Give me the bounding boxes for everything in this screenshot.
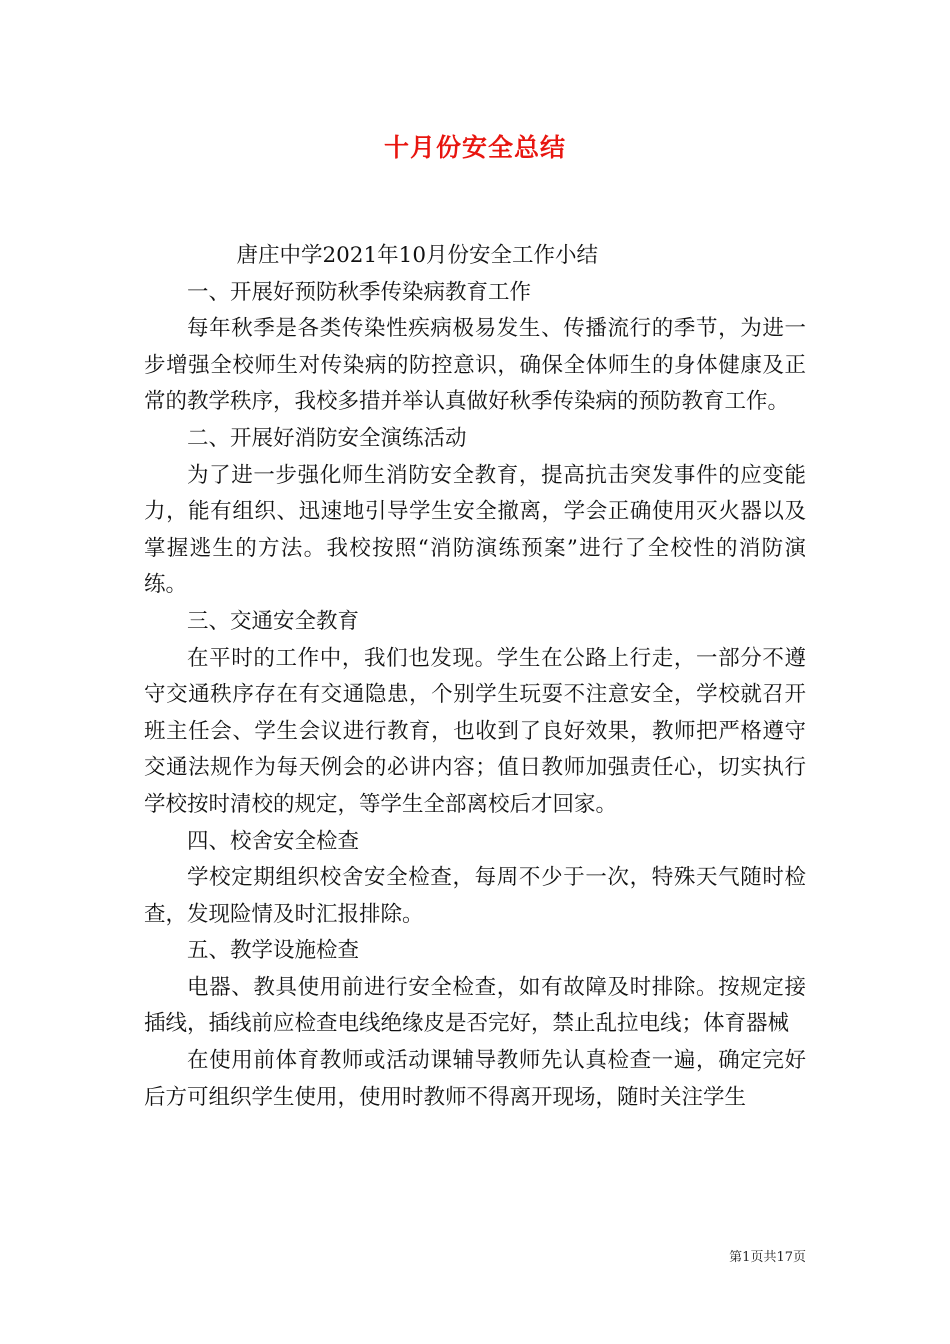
page-number: 第1页共17页: [729, 1250, 806, 1265]
section-heading-1: 一、开展好预防秋季传染病教育工作: [187, 279, 532, 305]
document-title: 十月份安全总结: [383, 133, 566, 162]
section-paragraph-5: 电器、教具使用前进行安全检查，如有故障及时排除。按规定接插线，插线前应检查电线绝缘皮是否完好，禁止乱拉电线；体育器械: [144, 974, 806, 1037]
section-paragraph-4: 学校定期组织校舍安全检查，每周不少于一次，特殊天气随时检查，发现险情及时汇报排除。: [144, 865, 806, 927]
section-paragraph-6: 在使用前体育教师或活动课辅导教师先认真检查一遍，确定完好后方可组织学生使用，使用时教师不得离开现场，随时关注学生: [144, 1048, 806, 1110]
document-subtitle: 唐庄中学2021年10月份安全工作小结: [236, 243, 599, 268]
section-heading-5: 五、教学设施检查: [187, 938, 360, 964]
section-paragraph-3: 在平时的工作中，我们也发现。学生在公路上行走，一部分不遵守交通秩序存在有交通隐患，个别学生玩耍不注意安全，学校就召开班主任会、学生会议进行教育，也收到了良好效果，教师把严格遵守交通法规作为每天例会的必讲内容；值日教师加强责任心，切实执行学校按时清校的规定，等学生全部离校后才回家。: [144, 645, 806, 817]
section-heading-3: 三、交通安全教育: [187, 608, 360, 634]
section-heading-2: 二、开展好消防安全演练活动: [187, 425, 467, 451]
document-body: [144, 238, 806, 1116]
section-paragraph-2: 为了进一步强化师生消防安全教育，提高抗击突发事件的应变能力，能有组织、迅速地引导学生安全撤离，学会正确使用灭火器以及掌握逃生的方法。我校按照“消防演练预案”进行了全校性的消防演练。: [144, 462, 806, 598]
section-paragraph-1: 每年秋季是各类传染性疾病极易发生、传播流行的季节，为进一步增强全校师生对传染病的防控意识，确保全体师生的身体健康及正常的教学秩序，我校多措并举认真做好秋季传染病的预防教育工作。: [144, 316, 806, 415]
section-heading-4: 四、校舍安全检查: [187, 828, 360, 854]
